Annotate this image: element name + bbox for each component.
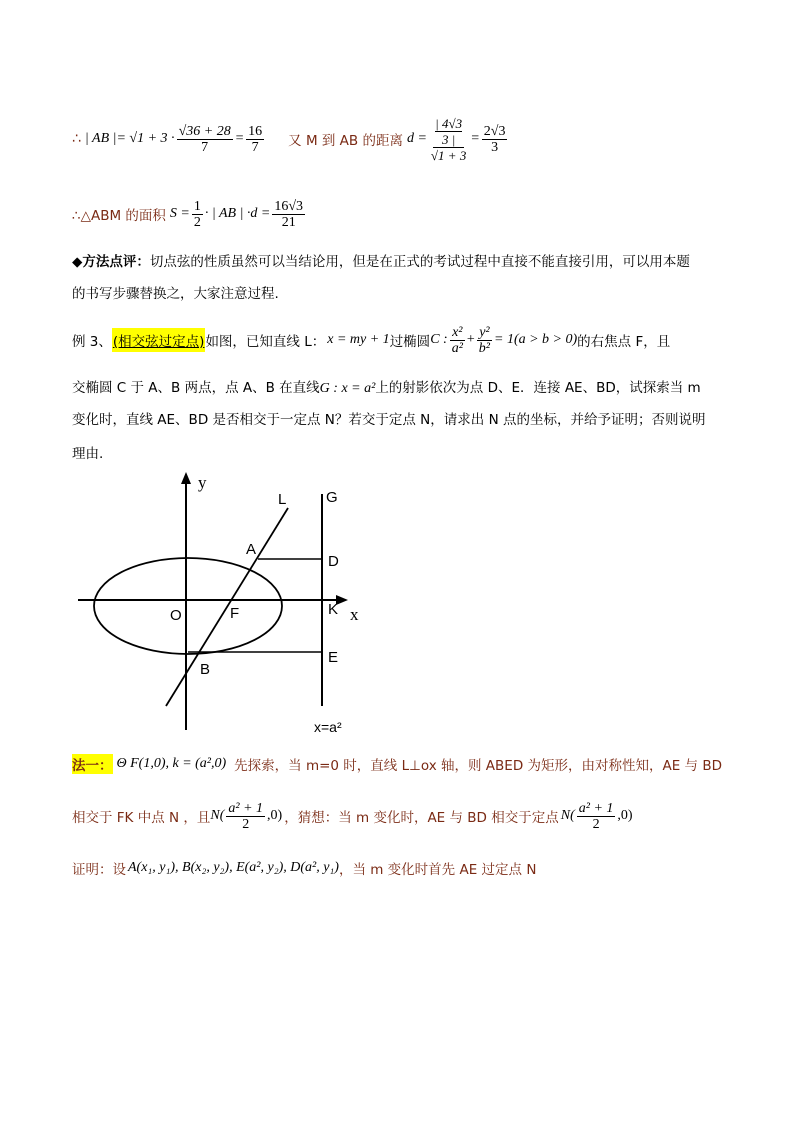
- fraction-sqrt: $\frac{√36 + 28}{7}$: [178, 123, 231, 155]
- ellipse-figure: [70, 468, 380, 738]
- method-comment-line2: 的书写步骤替换之，大家注意过程.: [72, 286, 279, 302]
- comment-label: ◆方法点评：: [72, 254, 150, 270]
- y-squared-fraction: $\frac{\text{y²}}{\text{b²}}$: [478, 324, 490, 356]
- label-o: O: [170, 607, 182, 624]
- y-axis-arrow: [181, 472, 191, 484]
- label-l: L: [278, 491, 287, 508]
- ab-expression: | AB |= √1 + 3 ·: [84, 131, 175, 146]
- example-line2: 交椭圆 C 于 A、B 两点，点 A、B 在直线G : x = a²上的射影依次为点 D、E．连接 AE、BD，试探索当 m: [72, 380, 701, 396]
- distance-fraction: | 4√3 3 | √1 + 3: [430, 115, 467, 163]
- label-d: D: [328, 553, 339, 570]
- distance-result: $\frac{2√3}{3}$: [483, 123, 506, 155]
- example-tag: (相交弦过定点): [112, 328, 206, 352]
- line-ab-length: ∴ | AB |= √1 + 3 · $\frac{√36 + 28}{7}$ = $\frac{16}{7}$ 又 M 到 AB 的距离 d = | 4√3 3 | √1 + 3 = $\frac{2√3}{3}$: [72, 115, 506, 163]
- line-l: [166, 508, 288, 706]
- fraction-16-7: $\frac{16}{7}$: [248, 123, 263, 155]
- label-a: A: [246, 541, 257, 558]
- label-k: K: [328, 601, 339, 618]
- proof-line: 证明：设 A(x₁, y₁), B(x₂, y₂), E(a², y₂), D(a², y₁) ，当 m 变化时首先 AE 过定点 N: [72, 860, 537, 878]
- area-result: $\frac{16√3}{21}$: [274, 198, 304, 230]
- line-area: ∴△ABM 的面积 S = $\frac{1}{2}$ · | AB | ·d = $\frac{16√3}{21}$: [72, 198, 304, 230]
- ellipse-c: [94, 558, 282, 654]
- example-line4: 理由.: [72, 446, 104, 462]
- method-comment-line1: ◆方法点评：切点弦的性质虽然可以当结论用，但是在正式的考试过程中直接不能直接引用，可以用本题: [72, 254, 690, 270]
- label-b: B: [200, 661, 211, 678]
- example-line3: 变化时，直线 AE、BD 是否相交于一定点 N？若交于定点 N，请求出 N 点的坐标，并给予证明；否则说明: [72, 412, 706, 428]
- method-one-line2: 相交于 FK 中点 N ，且 N( $\frac{\text{a² + 1}}{2}$ ,0) ，猜想：当 m 变化时，AE 与 BD 相交于定点 N( $\frac{\text{a² + 1}}{2}$ ,0): [72, 800, 633, 832]
- label-f: F: [230, 605, 240, 622]
- half-fraction: $\frac{1}{2}$: [193, 198, 201, 230]
- therefore-symbol: ∴: [72, 131, 81, 147]
- label-g: G: [326, 489, 338, 506]
- area-text: ∴△ABM 的面积: [72, 208, 166, 224]
- n-x-fraction-2: $\frac{\text{a² + 1}}{2}$: [578, 800, 614, 832]
- n-x-fraction: $\frac{\text{a² + 1}}{2}$: [228, 800, 264, 832]
- label-x: x: [350, 605, 359, 624]
- x-squared-fraction: $\frac{\text{x²}}{\text{a²}}$: [451, 324, 463, 356]
- method-label: 法一：: [72, 754, 113, 774]
- distance-text: 又 M 到 AB 的距离: [288, 133, 403, 149]
- method-one-line1: 法一： Θ F(1,0), k = (a²,0) 先探索，当 m=0 时，直线 L⊥ox 轴，则 ABED 为矩形，由对称性知，AE 与 BD: [72, 756, 723, 774]
- example-line1: 例 3、 (相交弦过定点) 如图，已知直线 L： x = my + 1 过椭圆 C : $\frac{\text{x²}}{\text{a²}}$ + $\frac{\text{y²}}{\text{b²}}$ = 1(a > b > 0) 的右焦点 F，且: [72, 324, 671, 356]
- label-x-eq-a2: x=a²: [314, 719, 342, 735]
- label-y: y: [198, 473, 207, 492]
- label-e: E: [328, 649, 339, 666]
